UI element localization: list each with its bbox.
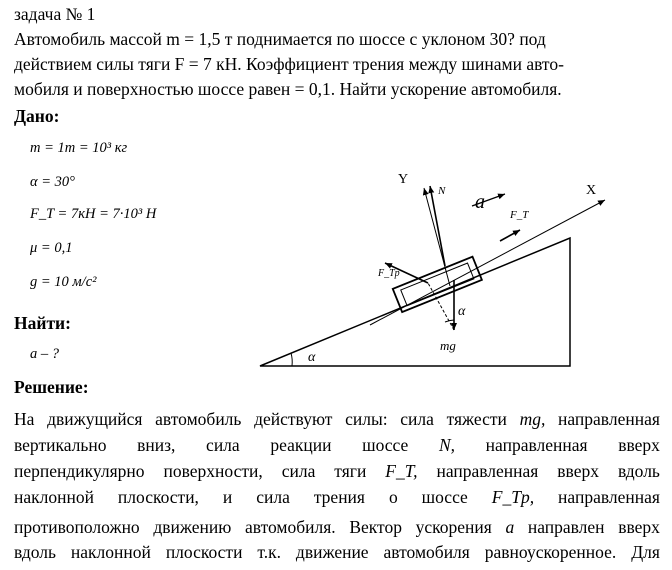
solution-title: Решение: — [14, 377, 89, 397]
car-body — [393, 257, 482, 312]
angle-arc-mg — [445, 320, 454, 322]
given-force: F_T = 7кН = 7·10³ Н — [30, 206, 157, 222]
projection-line — [428, 283, 454, 330]
given-gravity: g = 10 м/c² — [30, 274, 97, 290]
normal-label: N — [438, 185, 446, 197]
force-diagram — [250, 168, 630, 373]
problem-header: задача № 1 — [14, 4, 96, 24]
thrust-vector — [500, 230, 520, 241]
problem-line-3: мобиля и поверхностью шоссе равен = 0,1. Найти ускорение автомобиля. — [14, 79, 562, 99]
solution-line-4: наклонной плоскости, и сила трения о шоссе F_Tр, направленная — [14, 487, 660, 507]
given-title: Дано: — [14, 106, 60, 126]
problem-line-2: действием силы тяги F = 7 кН. Коэффициент трения между шинами авто- — [14, 54, 564, 74]
axis-x-label: X — [586, 183, 597, 198]
solution-line-1: На движущийся автомобиль действуют силы: сила тяжести mg, направленная — [14, 409, 660, 429]
given-friction: μ = 0,1 — [30, 240, 73, 256]
normal-vector — [430, 186, 445, 266]
friction-label: F_Tр — [378, 268, 400, 279]
solution-line-3: перпендикулярно поверхности, сила тяги F_T, направленная вверх вдоль — [14, 461, 660, 481]
thrust-label: F_T — [510, 209, 529, 221]
gravity-label: mg — [440, 338, 456, 353]
problem-line-1: Автомобиль массой m = 1,5 т поднимается по шоссе с уклоном 30? под — [14, 29, 546, 49]
solution-line-5: противоположно движению автомобиля. Вектор ускорения a направлен вверх — [14, 517, 660, 537]
solution-line-2: вертикально вниз, сила реакции шоссе N, направленная вверх — [14, 435, 660, 455]
angle-label-base: α — [308, 350, 316, 365]
axis-y-label: Y — [398, 172, 409, 187]
angle-arc-base — [291, 353, 292, 366]
solution-line-6: вдоль наклонной плоскости т.к. движение автомобиля равноускоренное. Для — [14, 542, 660, 562]
given-mass: m = 1m = 10³ кг — [30, 140, 128, 156]
find-title: Найти: — [14, 313, 71, 333]
incline-triangle — [260, 238, 570, 366]
find-value: a – ? — [30, 346, 59, 362]
acceleration-label: a — [475, 191, 485, 213]
given-angle: α = 30° — [30, 174, 75, 190]
angle-label-mg: α — [458, 304, 466, 319]
